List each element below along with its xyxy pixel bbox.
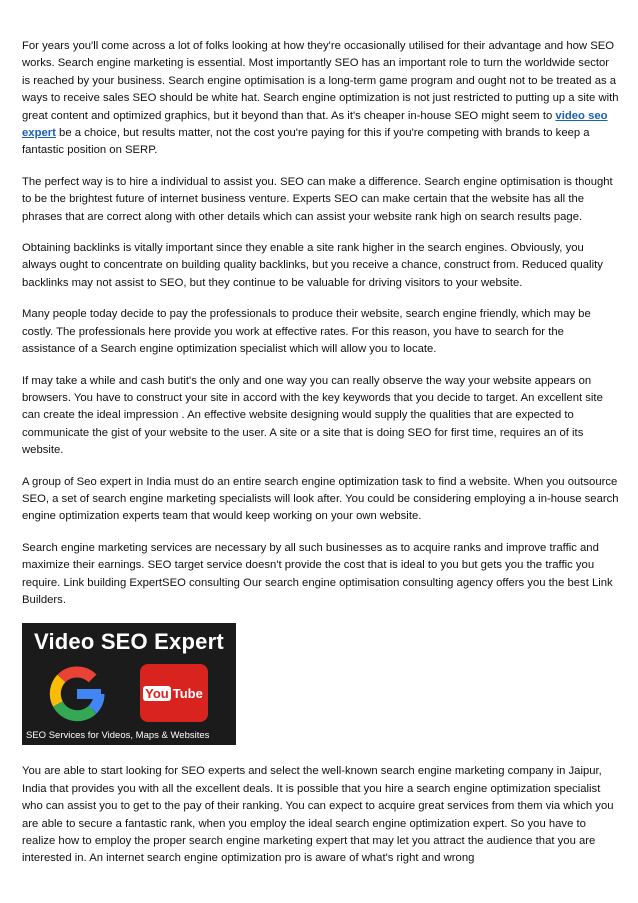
paragraph: The perfect way is to hire a individual to assist you. SEO can make a difference. Search engine optimisation is thought to be the brightest future of internet business venture. Experts SEO can make certain that the website has all the phrases that are correct along with other details which can assist your website rank high on search results page. (22, 175, 613, 223)
google-logo-icon (46, 663, 108, 725)
paragraph: Search engine marketing services are necessary by all such businesses as to acquire ranks and improve traffic and maximize their earnings. SEO target service doesn't provide the cost that is ideal to you but gets you the traffic you require. Link building ExpertSEO consulting Our search engine optimisation consulting agency offers you the best Link Builders. (22, 541, 613, 606)
paragraph: A group of Seo expert in India must do an entire search engine optimization task to find a website. When you outsource SEO, a set of search engine marketing specialists will look after. You could be considering employing a in-house search engine optimization experts team that would keep working on your own website. (22, 475, 619, 523)
paragraph-text: For years you'll come across a lot of folks looking at how they're occasionally utilised for their advantage and how SEO works. Search engine marketing is essential. Most importantly SEO has an important role to turn the worldwide sector is reached by your business. Search engine optimisation is a long-term game program and ought not to be treated as a ways to receive sales SEO should be white hat. Search engine optimization is not just restricted to putting up a site with great content and optimized graphics, but it beyond than that. As it's cheaper in-house SEO might seem to (22, 40, 619, 122)
paragraph: You are able to start looking for SEO experts and select the well-known search engine marketing company in Jaipur, India that provides you with all the excellent deals. It is possible that you hire a search engine optimization specialist who can assist you to get to the pay of their ranking. You can expect to acquire great services from them via which you are able to secure a fantastic rank, when you employ the ideal search engine optimization expert. So you have to realize how to employ the proper search engine marketing expert that may let you attract the audience that you are interested in. An internet search engine optimization pro is aware of what's right and wrong (22, 765, 614, 865)
paragraph (22, 38, 620, 160)
document-body (22, 38, 620, 882)
paragraph: Many people today decide to pay the professionals to produce their website, search engine friendly, which may be costly. The professionals here provide you work at effective rates. For this reason, you have to search for the assistance of a Search engine optimization specialist which will allow you to locate. (22, 308, 591, 356)
video-seo-expert-link[interactable]: video seo expert (22, 109, 608, 140)
paragraph: If may take a while and cash butit's the only and one way you can really observe the way your website appears on browsers. You have to construct your site in accord with the key keywords that you decide to target. An excellent site can create the ideal impression . An effective website designing would supply the qualities that are expected to communicate the gist of your website to the user. A site or a site that is doing SEO for first time, requires an of its website. (22, 374, 603, 457)
image-title: Video SEO Expert (34, 629, 224, 655)
youtube-logo-icon (140, 664, 208, 722)
video-seo-expert-image (22, 623, 236, 745)
paragraph-text: be a choice, but results matter, not the cost you're paying for this if you're competing with brands to keep a fantastic position on SERP. (22, 127, 590, 157)
image-caption: SEO Services for Videos, Maps & Websites (26, 730, 210, 742)
paragraph: Obtaining backlinks is vitally important since they enable a site rank higher in the search engines. Obviously, you always ought to concentrate on building quality backlinks, but you receive a chance, construct from. Reduced quality backlinks may not assist to SEO, but they continue to be valuable for driving visitors to your website. (22, 242, 603, 289)
youtube-you: You (145, 685, 169, 701)
youtube-tube: Tube (172, 685, 203, 701)
